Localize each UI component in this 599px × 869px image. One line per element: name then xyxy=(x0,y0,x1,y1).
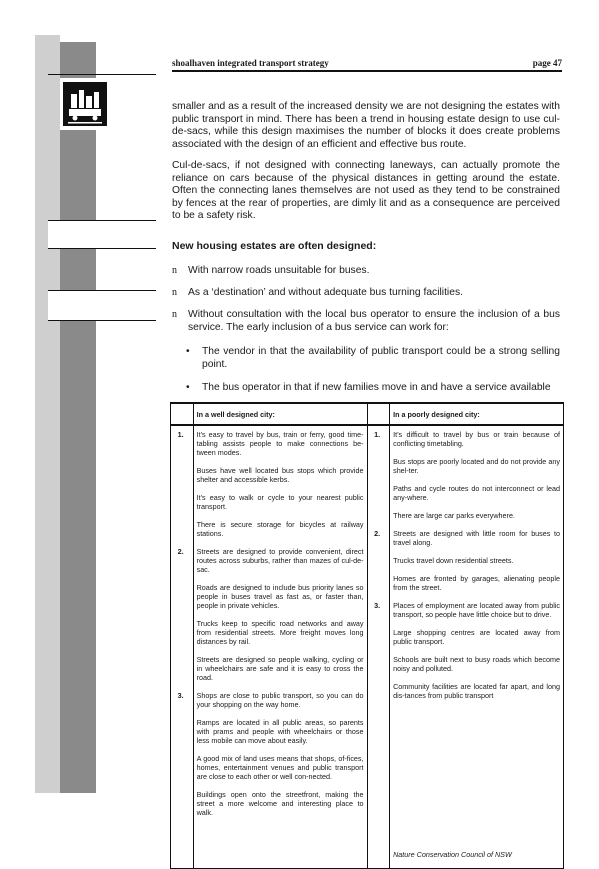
transport-logo-icon xyxy=(63,82,107,126)
list-item-text: Without consultation with the local bus operator to ensure the inclusion of a bus service. The early inclusion of a bus service can work for: xyxy=(188,309,560,333)
item-text: Large shopping centres are located away from public transport. xyxy=(393,628,560,646)
sidebar-tab xyxy=(48,220,156,248)
sidebar-rule xyxy=(48,220,156,221)
table-cell-item xyxy=(393,682,560,700)
table-cell-item xyxy=(197,493,364,511)
item-text: Streets are designed with little room for buses to travel along. xyxy=(393,529,560,547)
sidebar-light-band xyxy=(35,35,60,793)
table-header-row xyxy=(171,403,564,425)
list-item-text: As a ‘destination’ and without adequate bus turning facilities. xyxy=(188,287,463,298)
bullet-marker: n xyxy=(172,309,177,320)
sidebar-rule xyxy=(48,74,156,75)
paragraph: Cul-de-sacs, if not designed with connecting laneways, can actually promote the reliance on cars because of the physical distances in getting around the estate. Often the connecting lanes themselves are not used as they tend to be constrained by fences at the rear of properties, are dimly lit and as a consequence are perceived to be a safety risk. xyxy=(172,160,560,222)
bullet-dot: • xyxy=(186,382,190,393)
item-text: Streets are designed to provide convenient, direct routes across suburbs, rather than mazes of cul-de-sac. xyxy=(196,547,364,574)
well-designed-column xyxy=(177,425,367,869)
item-text: Streets are designed so people walking, cycling or in wheelchairs are safe and it is easy to cross the road. xyxy=(196,655,364,682)
item-text: Ramps are located in all public areas, so parents with prams and people with wheelchairs or those less mobile can move about easily. xyxy=(196,718,364,745)
sub-list-item-text: The vendor in that the availability of public transport could be a strong selling point. xyxy=(202,346,560,370)
sidebar-rule xyxy=(48,248,156,249)
table-cell-item xyxy=(197,754,364,781)
item-text: It’s easy to walk or cycle to your nearest public transport. xyxy=(196,493,364,511)
table-cell-item xyxy=(197,790,364,817)
table-cell-item xyxy=(177,430,364,457)
header-rule xyxy=(172,70,562,72)
item-text: Community facilities are located far apart, and long dis-tances from public transport xyxy=(393,682,560,700)
item-text: Roads are designed to include bus priority lanes so people in buses travel as fast as, or faster than, people in private vehicles. xyxy=(196,583,364,610)
bullet-marker: n xyxy=(172,265,177,276)
table-cell-item xyxy=(393,511,560,520)
table-row xyxy=(171,425,564,869)
table-cell-item xyxy=(393,655,560,673)
bullet-dot: • xyxy=(186,346,190,357)
table-cell-item xyxy=(393,574,560,592)
table-cell-item xyxy=(374,430,560,448)
bullet-marker: n xyxy=(172,287,177,298)
item-number: 2. xyxy=(374,529,381,538)
paragraph: smaller and as a result of the increased density we are not designing the estates with public transport in mind. There has been a trend in housing estate design to use cul-de-sacs, while this design maximises the number of blocks it does create problems associated with the design of an efficient and effective bus route. xyxy=(172,101,560,150)
poorly-designed-column xyxy=(374,425,564,869)
table-cell-item xyxy=(393,457,560,475)
item-number: 1. xyxy=(374,430,381,439)
item-text: Bus stops are poorly located and do not provide any shel-ter. xyxy=(393,457,560,475)
item-text: Schools are built next to busy roads which become noisy and polluted. xyxy=(393,655,560,673)
item-text: A good mix of land uses means that shops, of-fices, homes, entertainment venues and public transport are close to each other or well con-nected. xyxy=(196,754,364,781)
table-cell-item xyxy=(177,691,364,709)
sidebar-rule xyxy=(48,320,156,321)
table-cell-item xyxy=(393,556,560,565)
item-text: Trucks travel down residential streets. xyxy=(393,556,514,565)
table-cell-item xyxy=(197,520,364,538)
table-cell-item xyxy=(197,718,364,745)
item-text: Buses have well located bus stops which provide shelter and accessible kerbs. xyxy=(196,466,364,484)
page-number: page 47 xyxy=(532,58,562,68)
column-header-well-designed: In a well designed city: xyxy=(193,403,367,425)
item-number: 3. xyxy=(177,691,184,700)
page-header xyxy=(172,58,562,68)
sub-list-item-text: The bus operator in that if new families move in and have a service available xyxy=(202,382,551,393)
table-cell-item xyxy=(374,529,560,547)
table-cell-item xyxy=(197,466,364,484)
table-cell-item xyxy=(393,628,560,646)
item-number: 2. xyxy=(177,547,184,556)
item-text: Buildings open onto the streetfront, making the street a more welcome and interesting place to walk. xyxy=(196,790,364,817)
table-cell-item xyxy=(393,484,560,502)
table-cell-item xyxy=(177,547,364,574)
table-cell-item xyxy=(197,583,364,610)
item-text: Places of employment are located away from public transport, so people have little choice but to drive. xyxy=(393,601,560,619)
table-cell-item xyxy=(197,619,364,646)
document-title: shoalhaven integrated transport strategy xyxy=(172,58,329,68)
table-cell-item xyxy=(197,655,364,682)
sidebar-tab xyxy=(48,290,156,320)
item-number: 3. xyxy=(374,601,381,610)
sidebar-dark-band xyxy=(60,42,96,793)
item-text: Trucks keep to specific road networks and away from residential streets. More freight moves long distances by rail. xyxy=(196,619,364,646)
column-header-poorly-designed: In a poorly designed city: xyxy=(390,403,564,425)
item-text: It’s difficult to travel by bus or train because of conflicting timetabling. xyxy=(393,430,560,448)
section-heading: New housing estates are often designed: xyxy=(172,240,377,252)
item-text: It’s easy to travel by bus, train or ferry, good time-tabling assists people to make connections be-tween modes. xyxy=(196,430,364,457)
item-text: Homes are fronted by garages, alienating people from the street. xyxy=(393,574,560,592)
source-credit: Nature Conservation Council of NSW xyxy=(393,850,512,859)
sidebar-rule xyxy=(48,290,156,291)
table-cell-item xyxy=(374,601,560,619)
item-text: Paths and cycle routes do not interconnect or lead any-where. xyxy=(393,484,560,502)
item-text: There is secure storage for bicycles at railway stations. xyxy=(196,520,364,538)
comparison-table xyxy=(170,402,564,869)
item-text: There are large car parks everywhere. xyxy=(393,511,515,520)
list-item-text: With narrow roads unsuitable for buses. xyxy=(188,265,370,276)
item-text: Shops are close to public transport, so you can do your shopping on the way home. xyxy=(196,691,364,709)
item-number: 1. xyxy=(177,430,184,439)
